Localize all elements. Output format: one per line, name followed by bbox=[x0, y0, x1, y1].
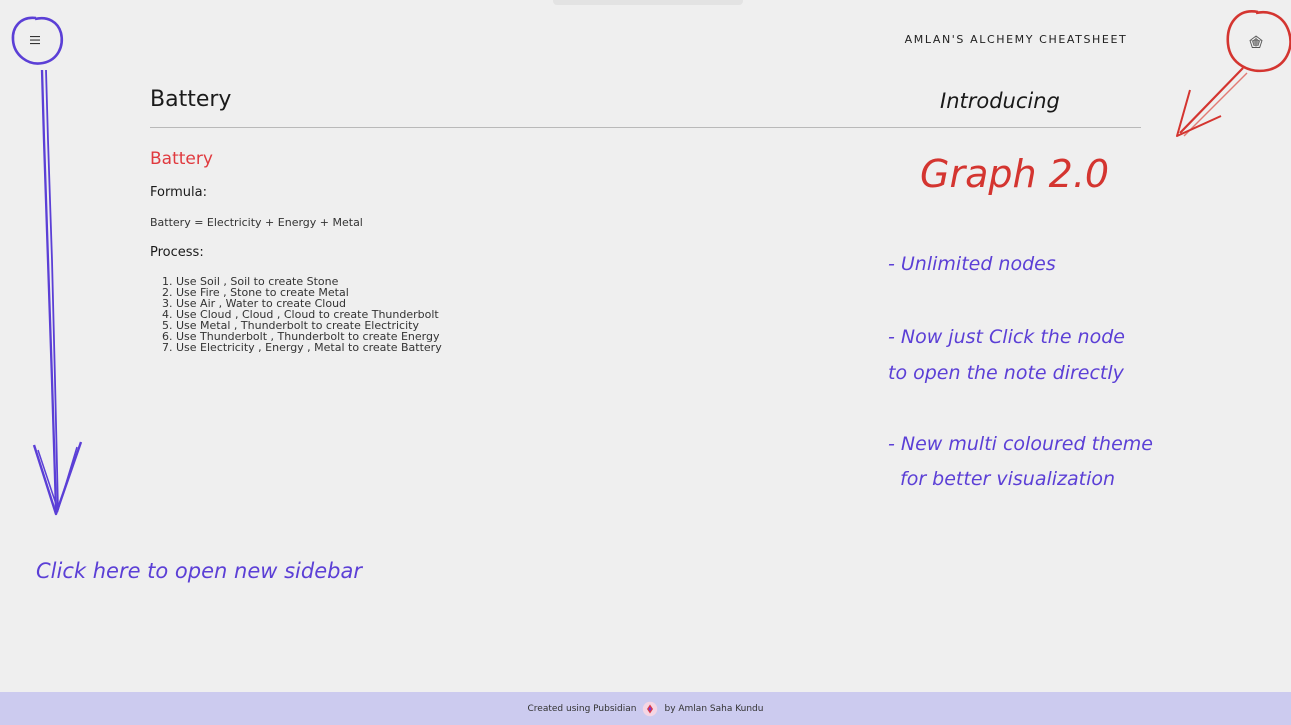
formula-heading: Formula: bbox=[150, 185, 207, 200]
top-tab bbox=[553, 0, 743, 5]
annotation-feature-3-line1: - New multi coloured theme bbox=[888, 433, 1153, 455]
process-step: 5. Use Metal , Thunderbolt to create Electricity bbox=[176, 320, 1141, 331]
title-divider bbox=[150, 127, 1141, 128]
process-step: 1. Use Soil , Soil to create Stone bbox=[176, 276, 1141, 287]
graph-arrowhead bbox=[1177, 90, 1221, 136]
process-heading: Process: bbox=[150, 245, 204, 260]
process-step: 4. Use Cloud , Cloud , Cloud to create Thunderbolt bbox=[176, 309, 1141, 320]
graph-arrow-shaft bbox=[1180, 68, 1243, 133]
graph-view-button[interactable] bbox=[1246, 33, 1266, 53]
annotation-feature-2-line1: - Now just Click the node bbox=[888, 326, 1125, 348]
sidebar-arrow-shaft bbox=[42, 70, 56, 510]
graph-icon bbox=[1249, 34, 1263, 53]
process-step: 3. Use Air , Water to create Cloud bbox=[176, 298, 1141, 309]
sidebar-toggle-button[interactable] bbox=[24, 30, 46, 52]
annotation-feature-3-line2: for better visualization bbox=[900, 468, 1116, 490]
annotation-feature-2-line2: to open the note directly bbox=[888, 362, 1124, 384]
annotation-introducing: Introducing bbox=[940, 89, 1060, 113]
site-title[interactable]: AMLAN'S ALCHEMY CHEATSHEET bbox=[904, 33, 1128, 46]
note-content bbox=[150, 85, 1141, 353]
note-heading: Battery bbox=[150, 149, 213, 169]
sidebar-arrowhead bbox=[34, 442, 81, 514]
footer-prefix: Created using Pubsidian bbox=[527, 703, 637, 714]
page-title: Battery bbox=[150, 87, 232, 112]
annotation-feature-1: - Unlimited nodes bbox=[888, 253, 1056, 275]
menu-icon bbox=[29, 33, 41, 49]
footer-author[interactable]: by Amlan Saha Kundu bbox=[664, 703, 764, 714]
pubsidian-logo-icon[interactable] bbox=[642, 701, 658, 717]
process-step: 2. Use Fire , Stone to create Metal bbox=[176, 287, 1141, 298]
annotation-graph-title: Graph 2.0 bbox=[920, 152, 1110, 196]
annotation-sidebar-hint: Click here to open new sidebar bbox=[36, 559, 362, 583]
process-step: 7. Use Electricity , Energy , Metal to create Battery bbox=[176, 342, 1141, 353]
footer bbox=[0, 692, 1291, 725]
process-step: 6. Use Thunderbolt , Thunderbolt to create Energy bbox=[176, 331, 1141, 342]
formula-text: Battery = Electricity + Energy + Metal bbox=[150, 216, 363, 229]
